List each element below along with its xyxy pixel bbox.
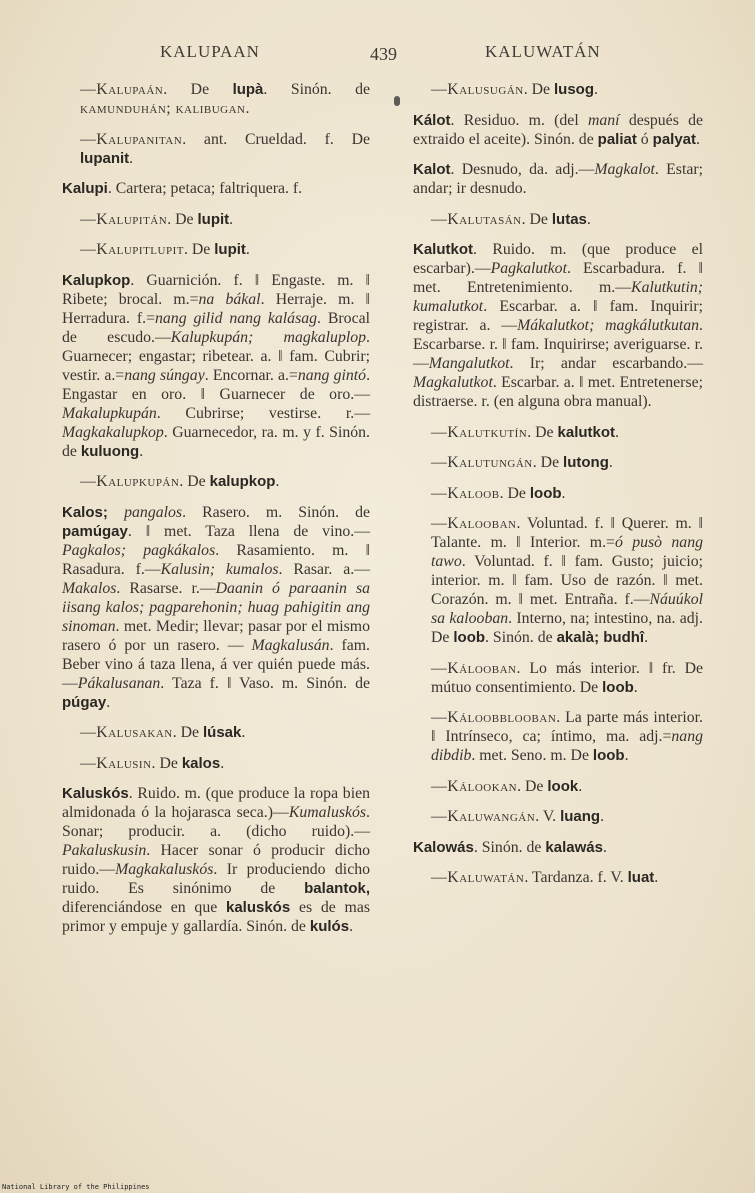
headword: lusog — [554, 81, 594, 98]
headword: Kalupkop — [62, 271, 131, 289]
dictionary-entry — [62, 271, 370, 461]
definition-text: . Estar; andar; ir desnudo. — [413, 161, 703, 197]
dictionary-entry — [413, 659, 703, 697]
headword: Kalupi — [62, 180, 108, 197]
headword: luang — [560, 808, 601, 825]
definition-text: . Rasarse. r.— — [116, 579, 216, 597]
headword: balantok, — [304, 880, 370, 897]
derived-headword: —Kalutungán — [431, 454, 533, 471]
definition-text: . Hacer sonar ó producir dicho ruido.— — [62, 842, 370, 878]
definition-text: . — [602, 838, 607, 856]
dictionary-entry — [413, 210, 703, 229]
dictionary-entry — [413, 807, 703, 826]
definition-text: . Desnudo, da. adj.— — [450, 161, 595, 178]
headword: lúsak — [203, 724, 242, 741]
headword: loob — [602, 678, 634, 696]
definition-text: . La parte más interior. ‖ Intrínseco, ca; íntimo, ma. adj.= — [431, 709, 703, 745]
definition-text: . Rasamiento. m. ‖ Rasadura. f.— — [62, 541, 371, 578]
dictionary-entry — [413, 160, 703, 198]
dictionary-entry — [413, 240, 703, 411]
headword: loob — [529, 484, 562, 502]
derived-headword: kamunduhán; kalibugan — [80, 100, 246, 117]
definition-text: . Engastar en oro. ‖ Guarnecer de oro.— — [62, 366, 371, 403]
dictionary-entry — [413, 777, 703, 796]
definition-text: . Escarbar. a. ‖ fam. Inquirir; registrar. a. — — [413, 298, 703, 334]
definition-text: . — [220, 754, 225, 772]
tagalog-phrase: ó pusò nang tawo — [431, 534, 704, 570]
definition-text: . — [578, 777, 583, 795]
definition-text: . met. Seno. m. De — [471, 747, 593, 764]
definition-text: . — [349, 918, 354, 935]
definition-text: . — [644, 629, 649, 646]
dictionary-entry — [413, 453, 703, 472]
headword: luat — [627, 869, 655, 886]
definition-text: . Interno, na; intestino, na. adj. De — [431, 610, 703, 646]
dictionary-entry — [413, 514, 703, 647]
tagalog-phrase: Daanin ó paraanin sa iisang kalos; pagparehonin; huag pahigitin ang sinoman — [62, 579, 370, 635]
headword: lutas — [551, 210, 587, 228]
definition-text: . De — [151, 754, 182, 772]
definition-text: después de extraido el aceite). Sinón. de — [413, 111, 703, 148]
definition-text: . Herraje. m. ‖ Herradura. f.= — [62, 290, 370, 327]
dictionary-entry — [413, 838, 703, 857]
headword: loob — [592, 747, 625, 764]
definition-text: . — [615, 423, 619, 441]
tagalog-phrase: Mangalutkot — [428, 355, 510, 372]
headword: kalos — [181, 754, 221, 772]
derived-headword: —Kalupanitan — [80, 130, 183, 148]
tagalog-phrase: pangalos — [124, 503, 183, 521]
headword: Kalot — [413, 161, 451, 178]
dictionary-entry — [62, 472, 370, 491]
definition-text: . De — [163, 81, 233, 98]
definition-text: . De — [172, 724, 203, 741]
definition-text: . De — [523, 81, 554, 98]
headword: lupit — [214, 241, 246, 258]
derived-headword: —Kalutkutín — [431, 423, 528, 441]
tagalog-phrase: Kalusin; kumalos — [160, 560, 279, 578]
definition-text: . Encornar. a.= — [204, 366, 298, 384]
headword: look — [547, 777, 579, 795]
tagalog-phrase: Magkalutkot — [413, 374, 493, 391]
tagalog-phrase: nang súngay — [124, 366, 205, 384]
definition-text: . De — [527, 423, 558, 441]
definition-text: es de mas primor y empuje y gallardía. Sinón. de — [62, 899, 370, 935]
headword: kuluong — [80, 442, 140, 460]
headword: púgay — [62, 693, 107, 711]
header-left-guideword: KALUPAAN — [160, 42, 260, 61]
ink-spot — [394, 96, 400, 106]
definition-text: . Ir; andar escarbando.— — [509, 355, 703, 372]
definition-text: . Sinón. de — [485, 629, 557, 646]
derived-headword: —Kálookan — [431, 777, 518, 795]
tagalog-phrase: Pagkalutkot — [490, 260, 567, 277]
definition-text: . Voluntad. f. ‖ Querer. m. ‖ Talante. m. ‖ Interior. m.= — [431, 515, 703, 551]
dictionary-entry — [62, 80, 370, 118]
derived-headword: —Kalusin — [80, 754, 152, 772]
headword: loob — [453, 629, 486, 646]
definition-text: . — [241, 724, 246, 741]
tagalog-phrase: Magkalot — [594, 161, 655, 178]
tagalog-phrase: Pagkalos; pagkákalos — [62, 541, 216, 559]
dictionary-entry — [62, 210, 370, 229]
header-right-guideword: KALUWATÁN — [485, 42, 601, 61]
headword: kalutkot — [557, 423, 616, 441]
definition-text: . Cubrirse; vestirse. r.— — [156, 404, 370, 422]
headword: Kalowás — [413, 838, 474, 856]
left-column — [62, 80, 370, 948]
tagalog-phrase: Mákalutkot; magkálutkutan — [517, 317, 700, 334]
definition-text: . — [624, 747, 629, 764]
dictionary-entry — [62, 723, 370, 742]
definition-text: . — [106, 693, 111, 711]
headword: lupit — [197, 210, 230, 228]
definition-text: . Sonar; producir. a. (dicho ruido).— — [62, 804, 370, 840]
dictionary-entry — [62, 130, 370, 168]
derived-headword: —Kalupitán — [80, 210, 168, 228]
dictionary-entry — [62, 179, 370, 198]
definition-text: . — [608, 454, 613, 471]
headword: kulós — [309, 918, 350, 935]
definition-text: . — [654, 869, 659, 886]
definition-text: . — [561, 484, 566, 502]
headword: Kalos; — [62, 503, 125, 521]
definition-text: . De — [179, 473, 210, 490]
definition-text: . Sinón. de — [473, 838, 546, 856]
headword: Kaluskós — [62, 785, 129, 802]
tagalog-phrase: Makalos — [62, 579, 117, 597]
definition-text: . — [139, 442, 144, 460]
tagalog-phrase: Makalupkupán — [62, 404, 157, 422]
definition-text: . Taza f. ‖ Vaso. m. Sinón. de — [160, 674, 370, 692]
definition-text: . Guarnición. f. ‖ Engaste. m. ‖ Ribete; brocal. m.= — [62, 271, 370, 308]
tagalog-phrase: Pakaluskusin — [62, 842, 147, 859]
definition-text: . De — [183, 241, 215, 258]
definition-text: . Tardanza. f. V. — [524, 869, 628, 886]
definition-text: . Rasero. m. Sinón. de — [182, 503, 371, 521]
derived-headword: —Káloobblooban — [431, 709, 557, 726]
dictionary-entry — [62, 784, 370, 936]
tagalog-phrase: Magkakalupkop — [62, 423, 164, 441]
derived-headword: —Kaluwangán — [431, 808, 536, 825]
headword: Kalutkot — [413, 241, 473, 258]
headword: kaluskós — [225, 899, 291, 916]
definition-text: . De — [517, 777, 548, 795]
derived-headword: —Kaluwatán — [431, 869, 525, 886]
definition-text: . Sinón. de — [263, 81, 370, 98]
definition-text: . Escarbadura. f. ‖ met. Entretenimiento. m.— — [413, 260, 703, 296]
tagalog-phrase: nang gilid nang kalásag — [155, 309, 318, 327]
library-footer: National Library of the Philippines — [2, 1183, 150, 1191]
definition-text: . — [275, 473, 280, 490]
tagalog-phrase: nang gintó — [297, 366, 367, 384]
derived-headword: —Kalusugán — [431, 81, 524, 98]
dictionary-entry — [62, 754, 370, 773]
definition-text: . — [129, 149, 134, 167]
definition-text: . — [633, 678, 638, 696]
tagalog-phrase: Kalutkutin; kumalutkot — [413, 279, 703, 315]
definition-text: . — [594, 81, 598, 98]
definition-text: . Rasar. a.— — [278, 560, 370, 578]
definition-text: . ‖ met. Taza llena de vino.— — [127, 522, 370, 540]
definition-text: . — [229, 210, 234, 228]
tagalog-phrase: Magkakaluskós — [115, 861, 214, 878]
definition-text: . — [245, 241, 250, 258]
definition-text: . — [245, 100, 250, 117]
headword: kalupkop — [209, 473, 276, 490]
dictionary-entry — [413, 484, 703, 503]
definition-text: . Guarnecedor, ra. m. y f. Sinón. de — [62, 423, 370, 460]
definition-text: . Escarbarse. r. ‖ fam. Inquirirse; averiguarse. r.— — [413, 317, 703, 372]
definition-text: diferenciándose en que — [62, 899, 226, 916]
definition-text: . — [696, 130, 700, 148]
tagalog-phrase: nang dibdib — [431, 728, 703, 764]
page-header — [0, 40, 755, 70]
definition-text: . — [600, 808, 605, 825]
definition-text: . Lo más interior. ‖ fr. De mútuo consentimiento. De — [431, 659, 703, 696]
tagalog-phrase: Kalupkupán; magkaluplop — [170, 328, 367, 346]
dictionary-entry — [413, 868, 703, 887]
definition-text: . Guarnecer; engastar; ribetear. a. ‖ fam. Cubrir; vestir. a.= — [62, 328, 370, 384]
dictionary-entry — [62, 240, 370, 259]
definition-text: . Voluntad. f. ‖ fam. Gusto; juicio; interior. m. ‖ fam. Uso de razón. ‖ met. Corazón. m. ‖ met. Entraña. f.— — [431, 553, 703, 608]
headword: lupanit — [80, 149, 130, 167]
right-column — [413, 80, 703, 899]
definition-text: . Ruido. m. (que produce la ropa bien almidonada ó la hojarasca seca.)— — [62, 785, 370, 821]
tagalog-phrase: maní — [587, 111, 620, 129]
tagalog-phrase: Pákalusanan — [77, 674, 161, 692]
definition-text: . Escarbar. a. ‖ met. Entretenerse; distraerse. r. (en alguna obra manual). — [413, 374, 703, 410]
derived-headword: —Kaloob — [431, 484, 500, 502]
dictionary-entry — [62, 503, 370, 712]
definition-text: . fam. Beber vino á taza llena, á ver quién puede más.— — [62, 636, 370, 692]
derived-headword: —Kálooban — [431, 659, 517, 677]
definition-text: . De — [499, 484, 530, 502]
tagalog-phrase: na bákal — [198, 290, 261, 308]
tagalog-phrase: Magkalusán — [251, 636, 330, 654]
derived-headword: —Kalooban — [431, 515, 517, 532]
page-number: 439 — [370, 44, 397, 64]
definition-text: . — [586, 210, 591, 228]
tagalog-phrase: Kumaluskós — [288, 804, 367, 821]
derived-headword: —Kalupaán — [80, 81, 164, 98]
definition-text: . Ruido. m. (que produce el escarbar).— — [413, 241, 703, 277]
headword: lupà — [232, 81, 264, 98]
definition-text: . V. — [535, 808, 561, 825]
derived-headword: —Kalutasán — [431, 210, 522, 228]
definition-text: . Cartera; petaca; faltriquera. f. — [107, 180, 303, 197]
derived-headword: —Kalupitlupit — [80, 241, 184, 258]
headword: paliat — [597, 130, 637, 148]
definition-text: . met. Medir; llevar; pasar por el mismo rasero ó por un rasero. — — [62, 617, 370, 654]
definition-text: . De — [532, 454, 564, 471]
dictionary-entry — [413, 423, 703, 442]
definition-text: . Brocal de escudo.— — [62, 309, 370, 346]
headword: palyat — [652, 130, 697, 148]
dictionary-entry — [413, 80, 703, 99]
definition-text: . Ir produciendo dicho ruido. Es sinónimo de — [62, 861, 370, 897]
headword: pamúgay — [62, 522, 128, 540]
dictionary-entry — [413, 111, 703, 149]
definition-text: ó — [636, 130, 653, 148]
headword: Kálot — [413, 111, 451, 129]
derived-headword: —Kalupkupán — [80, 473, 180, 490]
definition-text: . De — [167, 210, 198, 228]
headword: akalà; budhî — [556, 629, 645, 646]
dictionary-entry — [413, 708, 703, 765]
definition-text: . Residuo. m. (del — [450, 111, 588, 129]
tagalog-phrase: Náuúkol sa kalooban — [431, 591, 703, 627]
definition-text: . De — [521, 210, 552, 228]
headword: lutong — [563, 454, 609, 471]
definition-text: . ant. Crueldad. f. De — [182, 130, 370, 148]
derived-headword: —Kalusakan — [80, 724, 173, 741]
headword: kalawás — [545, 838, 603, 856]
